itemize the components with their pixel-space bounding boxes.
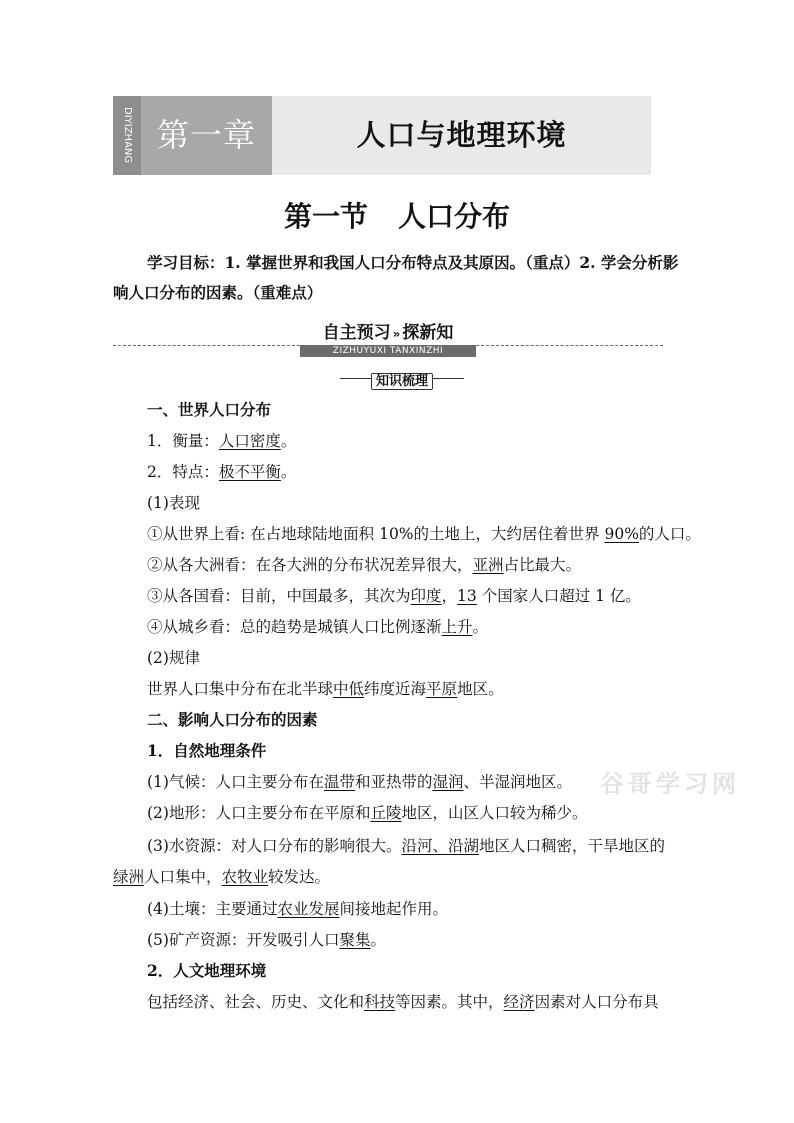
section-title (0, 195, 794, 235)
double-chevron-icon: » (392, 327, 401, 341)
human-heading: 2．人文地理环境 (147, 961, 267, 980)
section-number: 第一节 (283, 200, 368, 233)
soil-line: (4)土壤：主要通过农业发展间接地起作用。 (147, 900, 448, 918)
preview-header (300, 318, 476, 357)
learning-objectives-line2: 响人口分布的因素。（重难点） (113, 283, 323, 302)
chapter-title: 人口与地理环境 (356, 118, 567, 152)
feature-line: 2．特点：极不平衡。 (147, 463, 297, 481)
preview-title-1: 自主预习 (322, 323, 391, 343)
preview-title-2: 探新知 (402, 323, 454, 343)
heading-factors: 二、影响人口分布的因素 (147, 710, 318, 729)
measure-line: 1．衡量：人口密度。 (147, 432, 297, 450)
divider-left (113, 345, 300, 346)
country-line: ③从各国看：目前，中国最多，其次为印度，13 个国家人口超过 1 亿。 (147, 587, 641, 605)
divider-right (476, 345, 663, 346)
urban-line: ④从城乡看：总的趋势是城镇人口比例逐渐上升。 (147, 618, 489, 636)
world-line: ①从世界上看: 在占地球陆地面积 10%的土地上，大约居住着世界 90%的人口。 (147, 525, 701, 543)
continent-line: ②从各大洲看：在各大洲的分布状况差异很大，亚洲占比最大。 (147, 556, 582, 574)
heading-world-population: 一、世界人口分布 (147, 400, 272, 419)
chapter-side-tag: DIYIZHANG (113, 96, 141, 175)
human-desc-line: 包括经济、社会、历史、文化和科技等因素。其中，经济因素对人口分布具 (147, 993, 659, 1011)
law-heading: (2)规律 (147, 649, 200, 667)
law-line: 世界人口集中分布在北半球中低纬度近海平原地区。 (147, 680, 504, 698)
knowledge-badge (340, 370, 464, 387)
mineral-line: (5)矿产资源：开发吸引人口聚集。 (147, 931, 386, 949)
climate-line: (1)气候：人口主要分布在温带和亚热带的湿润、半湿润地区。 (147, 773, 573, 791)
watermark: 谷哥学习网 (600, 769, 740, 798)
water-line-1: (3)水资源：对人口分布的影响很大。沿河、沿湖地区人口稠密，干旱地区的 (147, 837, 665, 855)
water-line-2: 绿洲人口集中，农牧业较发达。 (113, 868, 331, 886)
learning-objectives-line1: 学习目标：1. 掌握世界和我国人口分布特点及其原因。（重点）2. 学会分析影 (147, 253, 679, 272)
knowledge-badge-label: 知识梳理 (371, 373, 433, 390)
section-name: 人口分布 (398, 200, 511, 233)
natural-heading: 1．自然地理条件 (147, 741, 267, 760)
terrain-line: (2)地形：人口主要分布在平原和丘陵地区，山区人口较为稀少。 (147, 804, 588, 822)
performance-heading: (1)表现 (147, 494, 200, 512)
chapter-number: 第一章 (141, 96, 272, 175)
preview-pinyin: ZIZHUYUXI TANXINZHI (300, 345, 476, 357)
